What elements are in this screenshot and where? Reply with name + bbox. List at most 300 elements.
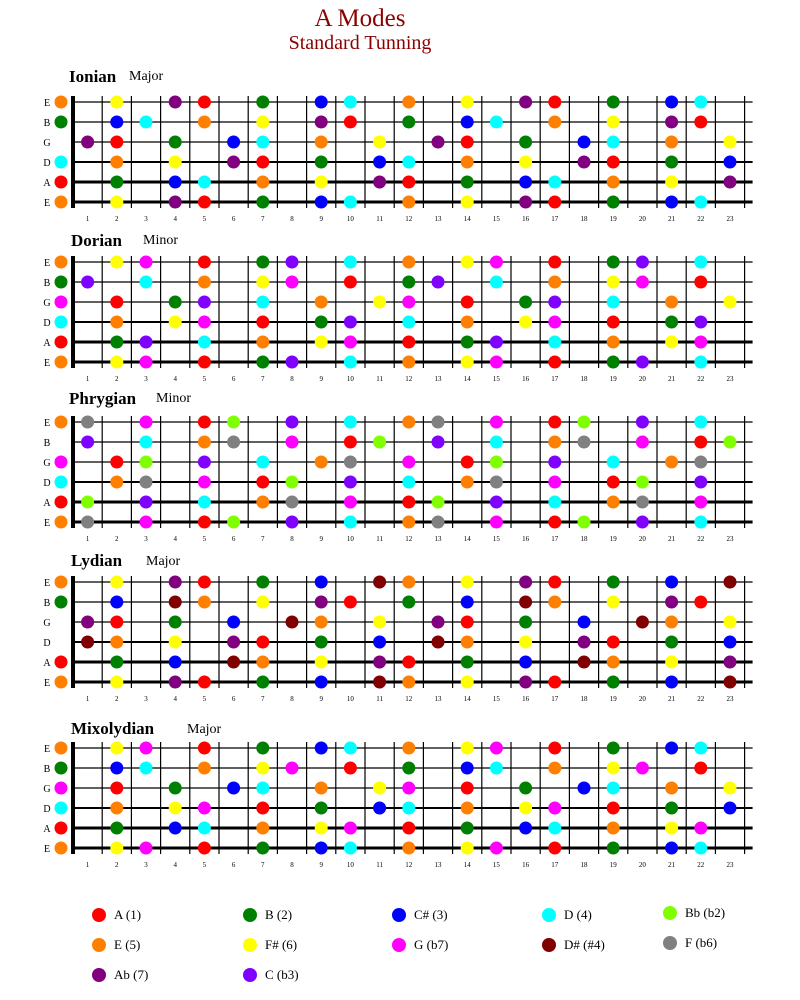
- note-dot-dsharp: [169, 596, 182, 609]
- fret-number: 5: [202, 215, 207, 223]
- note-dot-b: [256, 196, 269, 209]
- note-dot-a: [110, 456, 123, 469]
- note-dot-e: [110, 476, 123, 489]
- fret-number: 15: [492, 861, 500, 869]
- note-dot-e: [55, 356, 68, 369]
- note-dot-dsharp: [724, 676, 737, 689]
- note-dot-fsharp: [461, 356, 474, 369]
- mode-name-mixolydian: Mixolydian: [71, 719, 155, 738]
- note-dot-ab: [665, 116, 678, 129]
- note-dot-d: [402, 316, 415, 329]
- note-dot-g: [694, 822, 707, 835]
- note-dot-e: [665, 296, 678, 309]
- string-label: E: [43, 678, 51, 689]
- note-dot-a: [548, 676, 561, 689]
- note-dot-dsharp: [81, 636, 94, 649]
- note-dot-e: [402, 96, 415, 109]
- note-dot-c: [432, 436, 445, 449]
- legend-dot: [92, 968, 106, 982]
- fret-number: 9: [319, 695, 323, 703]
- mode-quality-dorian: Minor: [143, 233, 178, 248]
- note-dot-a: [402, 822, 415, 835]
- note-dot-fsharp: [110, 356, 123, 369]
- note-dot-e: [198, 116, 211, 129]
- note-dot-a: [694, 436, 707, 449]
- note-dot-g: [140, 256, 153, 269]
- fret-number: 13: [434, 375, 442, 383]
- note-dot-csharp: [519, 822, 532, 835]
- string-label: D: [43, 638, 51, 649]
- fret-number: 12: [405, 861, 413, 869]
- note-dot-d: [198, 336, 211, 349]
- fret-number: 20: [638, 861, 646, 869]
- note-dot-e: [548, 596, 561, 609]
- note-dot-e: [607, 496, 620, 509]
- fret-number: 21: [668, 861, 676, 869]
- note-dot-bb: [724, 436, 737, 449]
- fret-number: 2: [115, 695, 119, 703]
- note-dot-b: [461, 822, 474, 835]
- fret-number: 7: [261, 375, 265, 383]
- legend-label: F (b6): [685, 935, 718, 950]
- note-dot-e: [548, 762, 561, 775]
- fret-number: 7: [261, 215, 265, 223]
- string-label: A: [43, 178, 51, 189]
- fret-number: 6: [231, 861, 236, 869]
- note-dot-d: [344, 842, 357, 855]
- fret-number: 23: [726, 215, 734, 223]
- note-dot-csharp: [110, 762, 123, 775]
- fret-number: 19: [609, 695, 617, 703]
- note-dot-a: [548, 742, 561, 755]
- note-dot-b: [315, 156, 328, 169]
- fret-number: 8: [290, 535, 294, 543]
- mode-name-lydian: Lydian: [71, 551, 123, 570]
- note-dot-b: [461, 176, 474, 189]
- note-dot-a: [198, 356, 211, 369]
- fret-number: 6: [231, 375, 236, 383]
- note-dot-g: [140, 842, 153, 855]
- fret-number: 20: [638, 375, 646, 383]
- note-dot-bb: [578, 416, 591, 429]
- note-dot-ab: [665, 596, 678, 609]
- note-dot-csharp: [315, 676, 328, 689]
- note-dot-e: [315, 616, 328, 629]
- note-dot-g: [286, 762, 299, 775]
- note-dot-b: [256, 576, 269, 589]
- note-dot-fsharp: [665, 336, 678, 349]
- note-dot-csharp: [315, 96, 328, 109]
- note-dot-e: [198, 762, 211, 775]
- fret-number: 2: [115, 861, 119, 869]
- note-dot-bb: [286, 476, 299, 489]
- string-label: B: [43, 278, 51, 289]
- note-dot-a: [256, 476, 269, 489]
- note-dot-fsharp: [461, 676, 474, 689]
- fret-number: 4: [173, 861, 177, 869]
- fret-number: 9: [319, 215, 323, 223]
- string-label: E: [43, 98, 51, 109]
- note-dot-e: [55, 196, 68, 209]
- note-dot-a: [461, 782, 474, 795]
- legend-dot: [542, 908, 556, 922]
- fret-number: 20: [638, 535, 646, 543]
- note-dot-fsharp: [665, 176, 678, 189]
- note-dot-g: [636, 762, 649, 775]
- note-dot-g: [402, 296, 415, 309]
- note-dot-b: [665, 636, 678, 649]
- note-dot-g: [548, 316, 561, 329]
- note-dot-csharp: [724, 636, 737, 649]
- note-dot-csharp: [578, 616, 591, 629]
- legend-label: D# (#4): [564, 937, 605, 952]
- string-label: E: [43, 518, 51, 529]
- note-dot-c: [636, 356, 649, 369]
- note-dot-g: [490, 842, 503, 855]
- fretboard-dorian: [43, 256, 752, 384]
- fret-number: 19: [609, 861, 617, 869]
- note-dot-f: [694, 456, 707, 469]
- string-label: B: [43, 598, 51, 609]
- fret-number: 16: [522, 375, 530, 383]
- legend-label: Bb (b2): [685, 905, 726, 920]
- note-dot-d: [256, 782, 269, 795]
- fret-number: 17: [551, 375, 559, 383]
- note-dot-b: [519, 616, 532, 629]
- note-dot-b: [402, 276, 415, 289]
- note-dot-g: [198, 316, 211, 329]
- diagram-title: A Modes: [314, 5, 406, 32]
- note-dot-csharp: [665, 196, 678, 209]
- mode-name-phrygian: Phrygian: [69, 389, 137, 408]
- mode-quality-ionian: Major: [129, 69, 164, 84]
- note-dot-d: [694, 742, 707, 755]
- fret-number: 17: [551, 535, 559, 543]
- note-dot-e: [110, 636, 123, 649]
- note-dot-d: [344, 96, 357, 109]
- fret-number: 9: [319, 861, 323, 869]
- note-dot-a: [694, 276, 707, 289]
- note-dot-ab: [315, 116, 328, 129]
- note-dot-dsharp: [636, 616, 649, 629]
- note-dot-b: [256, 96, 269, 109]
- note-dot-d: [256, 136, 269, 149]
- string-label: A: [43, 658, 51, 669]
- note-dot-csharp: [461, 116, 474, 129]
- note-dot-a: [344, 436, 357, 449]
- note-dot-c: [490, 336, 503, 349]
- legend-dot: [243, 908, 257, 922]
- fret-number: 17: [551, 695, 559, 703]
- fret-number: 10: [346, 535, 354, 543]
- note-dot-c: [490, 496, 503, 509]
- note-dot-fsharp: [724, 782, 737, 795]
- note-dot-b: [519, 782, 532, 795]
- note-dot-d: [344, 516, 357, 529]
- fret-number: 6: [231, 535, 236, 543]
- note-dot-a: [402, 336, 415, 349]
- fret-number: 3: [144, 695, 148, 703]
- fret-number: 18: [580, 215, 588, 223]
- note-dot-e: [665, 782, 678, 795]
- note-dot-g: [55, 456, 68, 469]
- fret-number: 21: [668, 215, 676, 223]
- legend-dot: [542, 938, 556, 952]
- note-dot-fsharp: [461, 196, 474, 209]
- note-dot-c: [140, 496, 153, 509]
- fret-number: 22: [697, 861, 705, 869]
- note-dot-c: [286, 516, 299, 529]
- note-dot-csharp: [169, 176, 182, 189]
- note-dot-csharp: [315, 576, 328, 589]
- fret-number: 14: [463, 535, 471, 543]
- note-dot-a: [548, 576, 561, 589]
- note-dot-b: [665, 802, 678, 815]
- note-dot-g: [402, 782, 415, 795]
- note-dot-bb: [373, 436, 386, 449]
- note-dot-ab: [432, 136, 445, 149]
- note-dot-e: [548, 116, 561, 129]
- note-dot-d: [55, 316, 68, 329]
- note-dot-e: [461, 476, 474, 489]
- note-dot-d: [548, 336, 561, 349]
- note-dot-e: [55, 576, 68, 589]
- note-dot-bb: [432, 496, 445, 509]
- note-dot-e: [198, 596, 211, 609]
- note-dot-dsharp: [286, 616, 299, 629]
- fret-number: 16: [522, 535, 530, 543]
- note-dot-ab: [578, 156, 591, 169]
- fret-number: 9: [319, 375, 323, 383]
- note-dot-b: [110, 656, 123, 669]
- note-dot-a: [548, 516, 561, 529]
- note-dot-e: [55, 516, 68, 529]
- note-dot-g: [402, 456, 415, 469]
- note-dot-e: [461, 802, 474, 815]
- note-dot-bb: [140, 456, 153, 469]
- note-dot-a: [402, 496, 415, 509]
- string-label: E: [43, 418, 51, 429]
- legend-dot: [392, 908, 406, 922]
- note-dot-e: [55, 256, 68, 269]
- note-dot-e: [461, 316, 474, 329]
- note-dot-fsharp: [315, 656, 328, 669]
- legend-dot: [663, 936, 677, 950]
- note-dot-e: [315, 296, 328, 309]
- note-dot-a: [110, 782, 123, 795]
- note-dot-fsharp: [169, 316, 182, 329]
- note-dot-ab: [519, 576, 532, 589]
- note-dot-e: [548, 276, 561, 289]
- fret-number: 18: [580, 375, 588, 383]
- fret-number: 13: [434, 695, 442, 703]
- note-dot-d: [344, 742, 357, 755]
- note-dot-a: [198, 576, 211, 589]
- fret-number: 10: [346, 861, 354, 869]
- fret-number: 5: [202, 375, 207, 383]
- legend-dot: [243, 938, 257, 952]
- note-dot-c: [636, 256, 649, 269]
- legend-dot: [663, 906, 677, 920]
- note-dot-csharp: [227, 136, 240, 149]
- note-dot-fsharp: [110, 676, 123, 689]
- note-dot-csharp: [169, 822, 182, 835]
- note-dot-a: [198, 742, 211, 755]
- fret-number: 18: [580, 695, 588, 703]
- note-dot-f: [636, 496, 649, 509]
- note-dot-csharp: [578, 136, 591, 149]
- note-dot-e: [607, 822, 620, 835]
- note-dot-e: [55, 742, 68, 755]
- legend-label: C (b3): [265, 967, 299, 982]
- note-dot-e: [402, 742, 415, 755]
- note-dot-a: [607, 802, 620, 815]
- note-dot-d: [694, 842, 707, 855]
- fret-number: 16: [522, 695, 530, 703]
- string-label: A: [43, 338, 51, 349]
- note-dot-e: [665, 136, 678, 149]
- note-dot-b: [110, 336, 123, 349]
- note-dot-a: [198, 416, 211, 429]
- string-label: E: [43, 198, 51, 209]
- note-dot-d: [694, 256, 707, 269]
- fret-number: 18: [580, 535, 588, 543]
- note-dot-csharp: [519, 176, 532, 189]
- note-dot-d: [694, 356, 707, 369]
- note-dot-d: [607, 136, 620, 149]
- mode-quality-phrygian: Minor: [156, 391, 191, 406]
- legend-label: E (5): [114, 937, 141, 952]
- fret-number: 23: [726, 695, 734, 703]
- fret-number: 5: [202, 861, 207, 869]
- fret-number: 7: [261, 861, 265, 869]
- fret-number: 22: [697, 535, 705, 543]
- fret-number: 23: [726, 535, 734, 543]
- note-dot-f: [490, 476, 503, 489]
- note-dot-e: [402, 256, 415, 269]
- string-label: E: [43, 578, 51, 589]
- note-dot-a: [110, 136, 123, 149]
- note-dot-ab: [432, 616, 445, 629]
- note-dot-e: [315, 782, 328, 795]
- note-dot-g: [636, 436, 649, 449]
- note-dot-a: [198, 842, 211, 855]
- fret-number: 20: [638, 695, 646, 703]
- note-dot-ab: [81, 136, 94, 149]
- fret-number: 4: [173, 535, 177, 543]
- fret-number: 10: [346, 695, 354, 703]
- note-dot-fsharp: [373, 616, 386, 629]
- note-dot-fsharp: [461, 96, 474, 109]
- note-dot-e: [402, 196, 415, 209]
- note-dot-csharp: [461, 596, 474, 609]
- note-dot-fsharp: [665, 656, 678, 669]
- note-dot-fsharp: [461, 576, 474, 589]
- string-label: B: [43, 118, 51, 129]
- note-dot-g: [344, 496, 357, 509]
- note-dot-ab: [169, 196, 182, 209]
- note-dot-f: [578, 436, 591, 449]
- fret-number: 2: [115, 535, 119, 543]
- note-dot-c: [286, 356, 299, 369]
- fret-number: 14: [463, 695, 471, 703]
- note-dot-e: [665, 456, 678, 469]
- note-dot-ab: [373, 176, 386, 189]
- fret-number: 1: [85, 535, 90, 543]
- note-dot-b: [55, 762, 68, 775]
- note-dot-e: [256, 496, 269, 509]
- fret-number: 23: [726, 375, 734, 383]
- note-dot-a: [548, 96, 561, 109]
- note-dot-b: [402, 762, 415, 775]
- fret-number: 17: [551, 861, 559, 869]
- fret-number: 4: [173, 215, 177, 223]
- note-dot-fsharp: [110, 196, 123, 209]
- legend-dot: [92, 908, 106, 922]
- note-dot-d: [490, 762, 503, 775]
- note-dot-b: [607, 196, 620, 209]
- string-label: B: [43, 764, 51, 775]
- note-dot-a: [607, 316, 620, 329]
- note-dot-b: [169, 296, 182, 309]
- string-label: D: [43, 318, 51, 329]
- note-dot-csharp: [578, 782, 591, 795]
- note-dot-fsharp: [607, 116, 620, 129]
- note-dot-bb: [227, 416, 240, 429]
- note-dot-a: [344, 762, 357, 775]
- legend-label: A (1): [114, 907, 142, 922]
- note-dot-csharp: [315, 842, 328, 855]
- fret-number: 12: [405, 535, 413, 543]
- note-dot-a: [55, 496, 68, 509]
- string-label: D: [43, 158, 51, 169]
- note-dot-d: [198, 176, 211, 189]
- note-dot-fsharp: [607, 762, 620, 775]
- note-dot-b: [256, 356, 269, 369]
- mode-quality-lydian: Major: [146, 554, 181, 569]
- note-dot-e: [55, 842, 68, 855]
- fret-number: 6: [231, 695, 236, 703]
- note-dot-csharp: [227, 616, 240, 629]
- fret-number: 6: [231, 215, 236, 223]
- note-dot-fsharp: [519, 316, 532, 329]
- note-dot-a: [256, 636, 269, 649]
- note-dot-b: [55, 116, 68, 129]
- note-dot-d: [490, 276, 503, 289]
- note-dot-a: [198, 96, 211, 109]
- note-dot-b: [315, 636, 328, 649]
- note-dot-b: [169, 782, 182, 795]
- note-dot-csharp: [519, 656, 532, 669]
- fret-number: 14: [463, 861, 471, 869]
- note-dot-d: [607, 456, 620, 469]
- note-dot-ab: [373, 656, 386, 669]
- note-dot-e: [55, 676, 68, 689]
- string-label: E: [43, 744, 51, 755]
- note-dot-ab: [519, 96, 532, 109]
- note-dot-f: [140, 476, 153, 489]
- note-dot-a: [461, 136, 474, 149]
- note-dot-g: [55, 296, 68, 309]
- note-dot-g: [548, 476, 561, 489]
- note-dot-b: [461, 336, 474, 349]
- note-dot-e: [110, 156, 123, 169]
- note-dot-c: [344, 316, 357, 329]
- note-dot-a: [198, 516, 211, 529]
- string-label: G: [43, 618, 51, 629]
- note-dot-ab: [169, 676, 182, 689]
- string-label: G: [43, 298, 51, 309]
